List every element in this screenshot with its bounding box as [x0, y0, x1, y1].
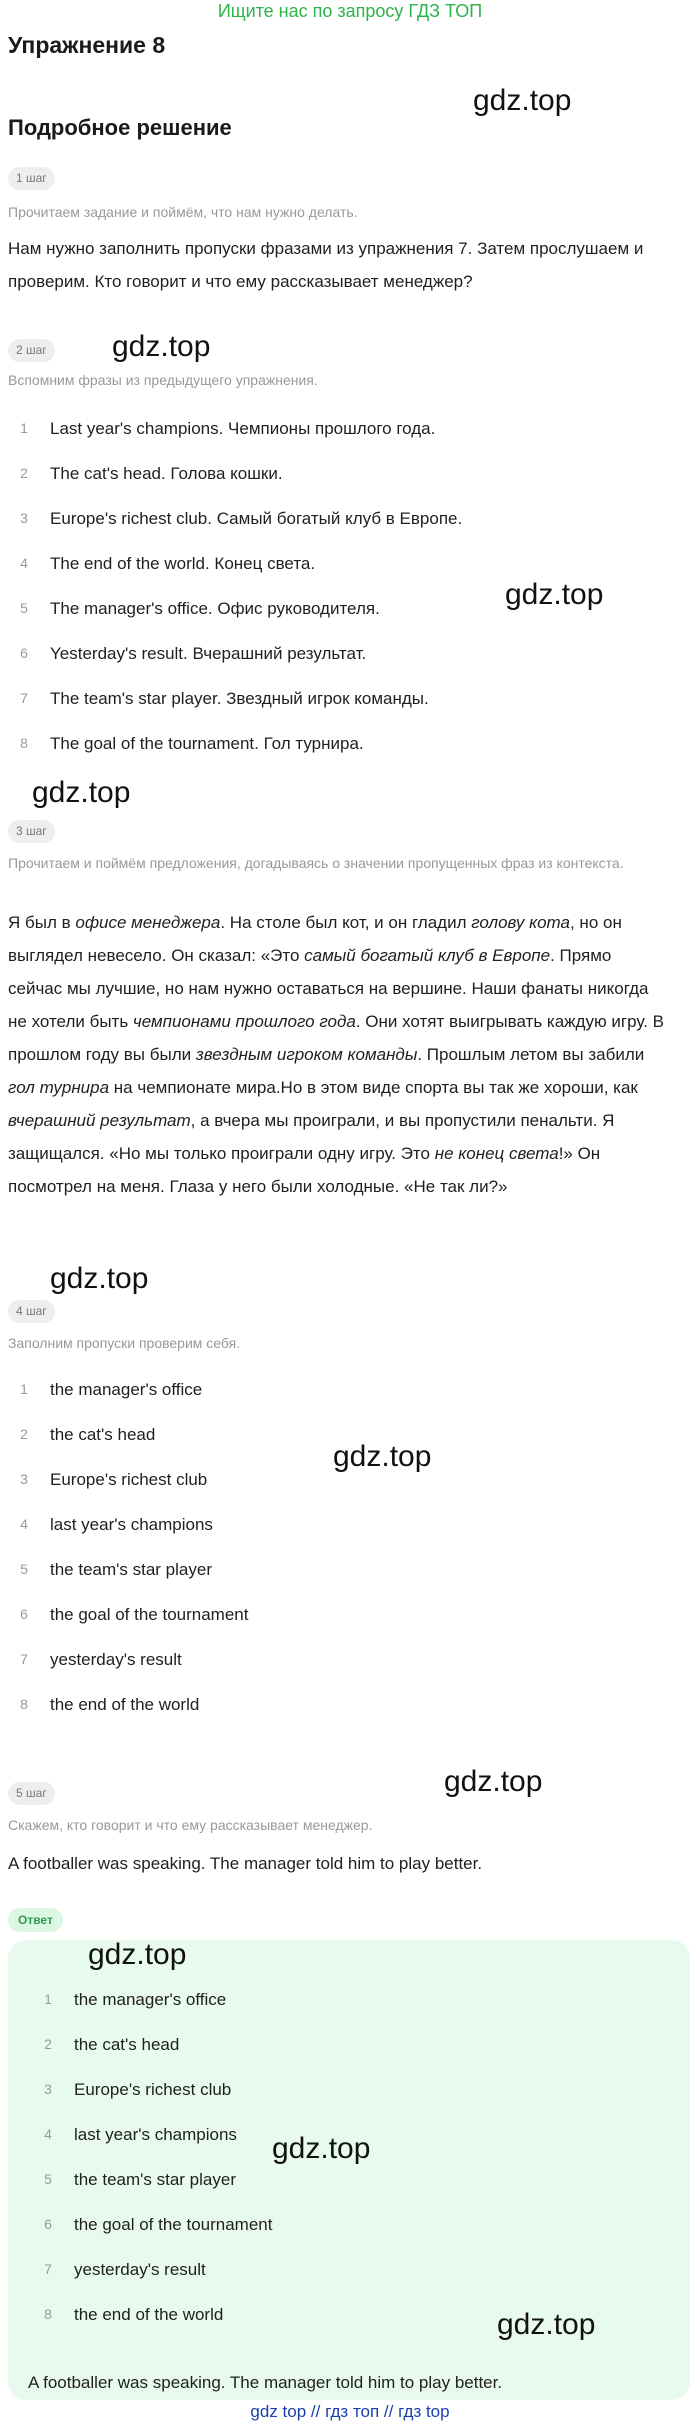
exercise-title: Упражнение 8	[8, 32, 166, 58]
watermark: gdz.top	[32, 776, 131, 809]
watermark: gdz.top	[473, 84, 572, 117]
list-item-text: last year's champions	[74, 2125, 237, 2144]
watermark: gdz.top	[112, 330, 211, 363]
step-2-hint: Вспомним фразы из предыдущего упражнения.	[8, 372, 318, 388]
story-text-segment: . Прямо сейчас мы лучшие, но нам нужно оставаться на вершине. Наши фанаты никогда не хотели быть	[8, 946, 649, 1031]
list-item-text: Yesterday's result. Вчерашний результат.	[50, 644, 367, 663]
list-item-text: last year's champions	[50, 1515, 213, 1534]
list-item-number: 8	[44, 2306, 52, 2322]
list-item-text: Europe's richest club	[50, 1470, 208, 1489]
footer-links: gdz top // гдз топ // гдз top	[250, 2402, 450, 2421]
list-item-text: yesterday's result	[50, 1650, 182, 1669]
list-item-number: 6	[20, 645, 28, 661]
list-item-text: the manager's office	[50, 1380, 203, 1399]
list-item-text: The manager's office. Офис руководителя.	[50, 599, 380, 618]
story-text-segment: . Прошлым летом вы забили	[417, 1045, 645, 1064]
story-text-segment: на чемпионате мира.Но в этом виде спорта вы так же хороши, как	[109, 1078, 638, 1097]
list-item-number: 2	[44, 2036, 52, 2052]
list-item-number: 4	[44, 2126, 52, 2142]
watermark: gdz.top	[505, 578, 604, 611]
story-text-segment: . Они хотят выигрывать каждую игру. В прошлом году вы были	[8, 1012, 664, 1064]
list-item-text: Last year's champions. Чемпионы прошлого года.	[50, 419, 436, 438]
list-item-number: 1	[20, 420, 28, 436]
search-banner: Ищите нас по запросу ГДЗ ТОП	[217, 1, 483, 21]
list-item-text: The end of the world. Конец света.	[50, 554, 316, 573]
story-phrase-italic: чемпионами прошлого года	[132, 1012, 356, 1031]
step-1-hint: Прочитаем задание и поймём, что нам нужно делать.	[8, 204, 358, 220]
step-1-badge: 1 шаг	[8, 167, 55, 190]
list-item-number: 7	[44, 2261, 52, 2277]
list-item-text: Europe's richest club	[74, 2080, 232, 2099]
story-phrase-italic: вчерашний результат	[8, 1111, 191, 1130]
list-item-text: The team's star player. Звездный игрок команды.	[50, 689, 429, 708]
story-text-segment: . На столе был кот, и он гладил	[220, 913, 472, 932]
answer-text: A footballer was speaking. The manager told him to play better.	[28, 2373, 503, 2392]
step-4-badge: 4 шаг	[8, 1300, 55, 1323]
list-item-text: the end of the world	[74, 2305, 224, 2324]
list-item-text: yesterday's result	[74, 2260, 206, 2279]
list-item-text: the cat's head	[74, 2035, 180, 2054]
answer-badge: Ответ	[8, 1908, 63, 1932]
story-phrase-italic: голову кота	[471, 913, 570, 932]
list-item-text: the manager's office	[74, 1990, 227, 2009]
list-item-number: 7	[20, 1651, 28, 1667]
story-phrase-italic: не конец света	[434, 1144, 559, 1163]
list-item-number: 5	[20, 600, 28, 616]
story-text-segment: !» Он посмотрел на меня. Глаза у него были холодные. «Не так ли?»	[8, 1144, 601, 1196]
list-item-number: 3	[20, 510, 28, 526]
list-item-number: 1	[44, 1991, 52, 2007]
step-4-hint: Заполним пропуски проверим себя.	[8, 1335, 241, 1351]
list-item-text: the team's star player	[50, 1560, 212, 1579]
step-3-hint: Прочитаем и поймём предложения, догадываясь о значении пропущенных фраз из контекста.	[8, 855, 624, 871]
list-item-text: the goal of the tournament	[74, 2215, 273, 2234]
story-phrase-italic: гол турнира	[8, 1078, 110, 1097]
list-item-text: the cat's head	[50, 1425, 156, 1444]
watermark: gdz.top	[333, 1440, 432, 1473]
solution-title: Подробное решение	[8, 115, 232, 140]
list-item-number: 5	[20, 1561, 28, 1577]
step-5-text: A footballer was speaking. The manager told him to play better.	[8, 1854, 483, 1873]
step-3-badge: 3 шаг	[8, 820, 55, 843]
list-item-text: The goal of the tournament. Гол турнира.	[50, 734, 364, 753]
step-3-story-text	[8, 906, 668, 1203]
list-item-text: the goal of the tournament	[50, 1605, 249, 1624]
list-item-number: 6	[44, 2216, 52, 2232]
list-item-number: 2	[20, 465, 28, 481]
story-phrase-italic: звездным игроком команды	[195, 1045, 418, 1064]
watermark: gdz.top	[497, 2308, 596, 2341]
watermark: gdz.top	[444, 1765, 543, 1798]
step-5-badge: 5 шаг	[8, 1782, 55, 1805]
step-1-text: Нам нужно заполнить пропуски фразами из упражнения 7. Затем прослушаем и проверим. Кто говорит и что ему рассказывает менеджер?	[8, 239, 644, 291]
list-item-number: 1	[20, 1381, 28, 1397]
step-2-badge: 2 шаг	[8, 339, 55, 362]
list-item-text: the team's star player	[74, 2170, 236, 2189]
step-5-hint: Скажем, кто говорит и что ему рассказывает менеджер.	[8, 1817, 373, 1833]
story-text-segment: , но он выглядел невесело. Он сказал: «Это	[8, 913, 622, 965]
list-item-number: 4	[20, 1516, 28, 1532]
watermark: gdz.top	[50, 1262, 149, 1295]
list-item-number: 8	[20, 735, 28, 751]
list-item-number: 7	[20, 690, 28, 706]
list-item-number: 8	[20, 1696, 28, 1712]
story-text-segment: , а вчера мы проиграли, и вы пропустили пенальти. Я защищался. «Но мы только проиграли одну игру. Это	[8, 1111, 615, 1163]
list-item-number: 2	[20, 1426, 28, 1442]
list-item-number: 4	[20, 555, 28, 571]
list-item-number: 6	[20, 1606, 28, 1622]
list-item-text: the end of the world	[50, 1695, 200, 1714]
watermark: gdz.top	[272, 2132, 371, 2165]
list-item-number: 3	[44, 2081, 52, 2097]
list-item-text: The cat's head. Голова кошки.	[50, 464, 283, 483]
story-phrase-italic: самый богатый клуб в Европе	[304, 946, 551, 965]
story-text-segment: Я был в	[8, 913, 76, 932]
list-item-number: 5	[44, 2171, 52, 2187]
watermark: gdz.top	[88, 1938, 187, 1971]
list-item-text: Europe's richest club. Самый богатый клуб в Европе.	[50, 509, 463, 528]
list-item-number: 3	[20, 1471, 28, 1487]
story-phrase-italic: офисе менеджера	[75, 913, 221, 932]
